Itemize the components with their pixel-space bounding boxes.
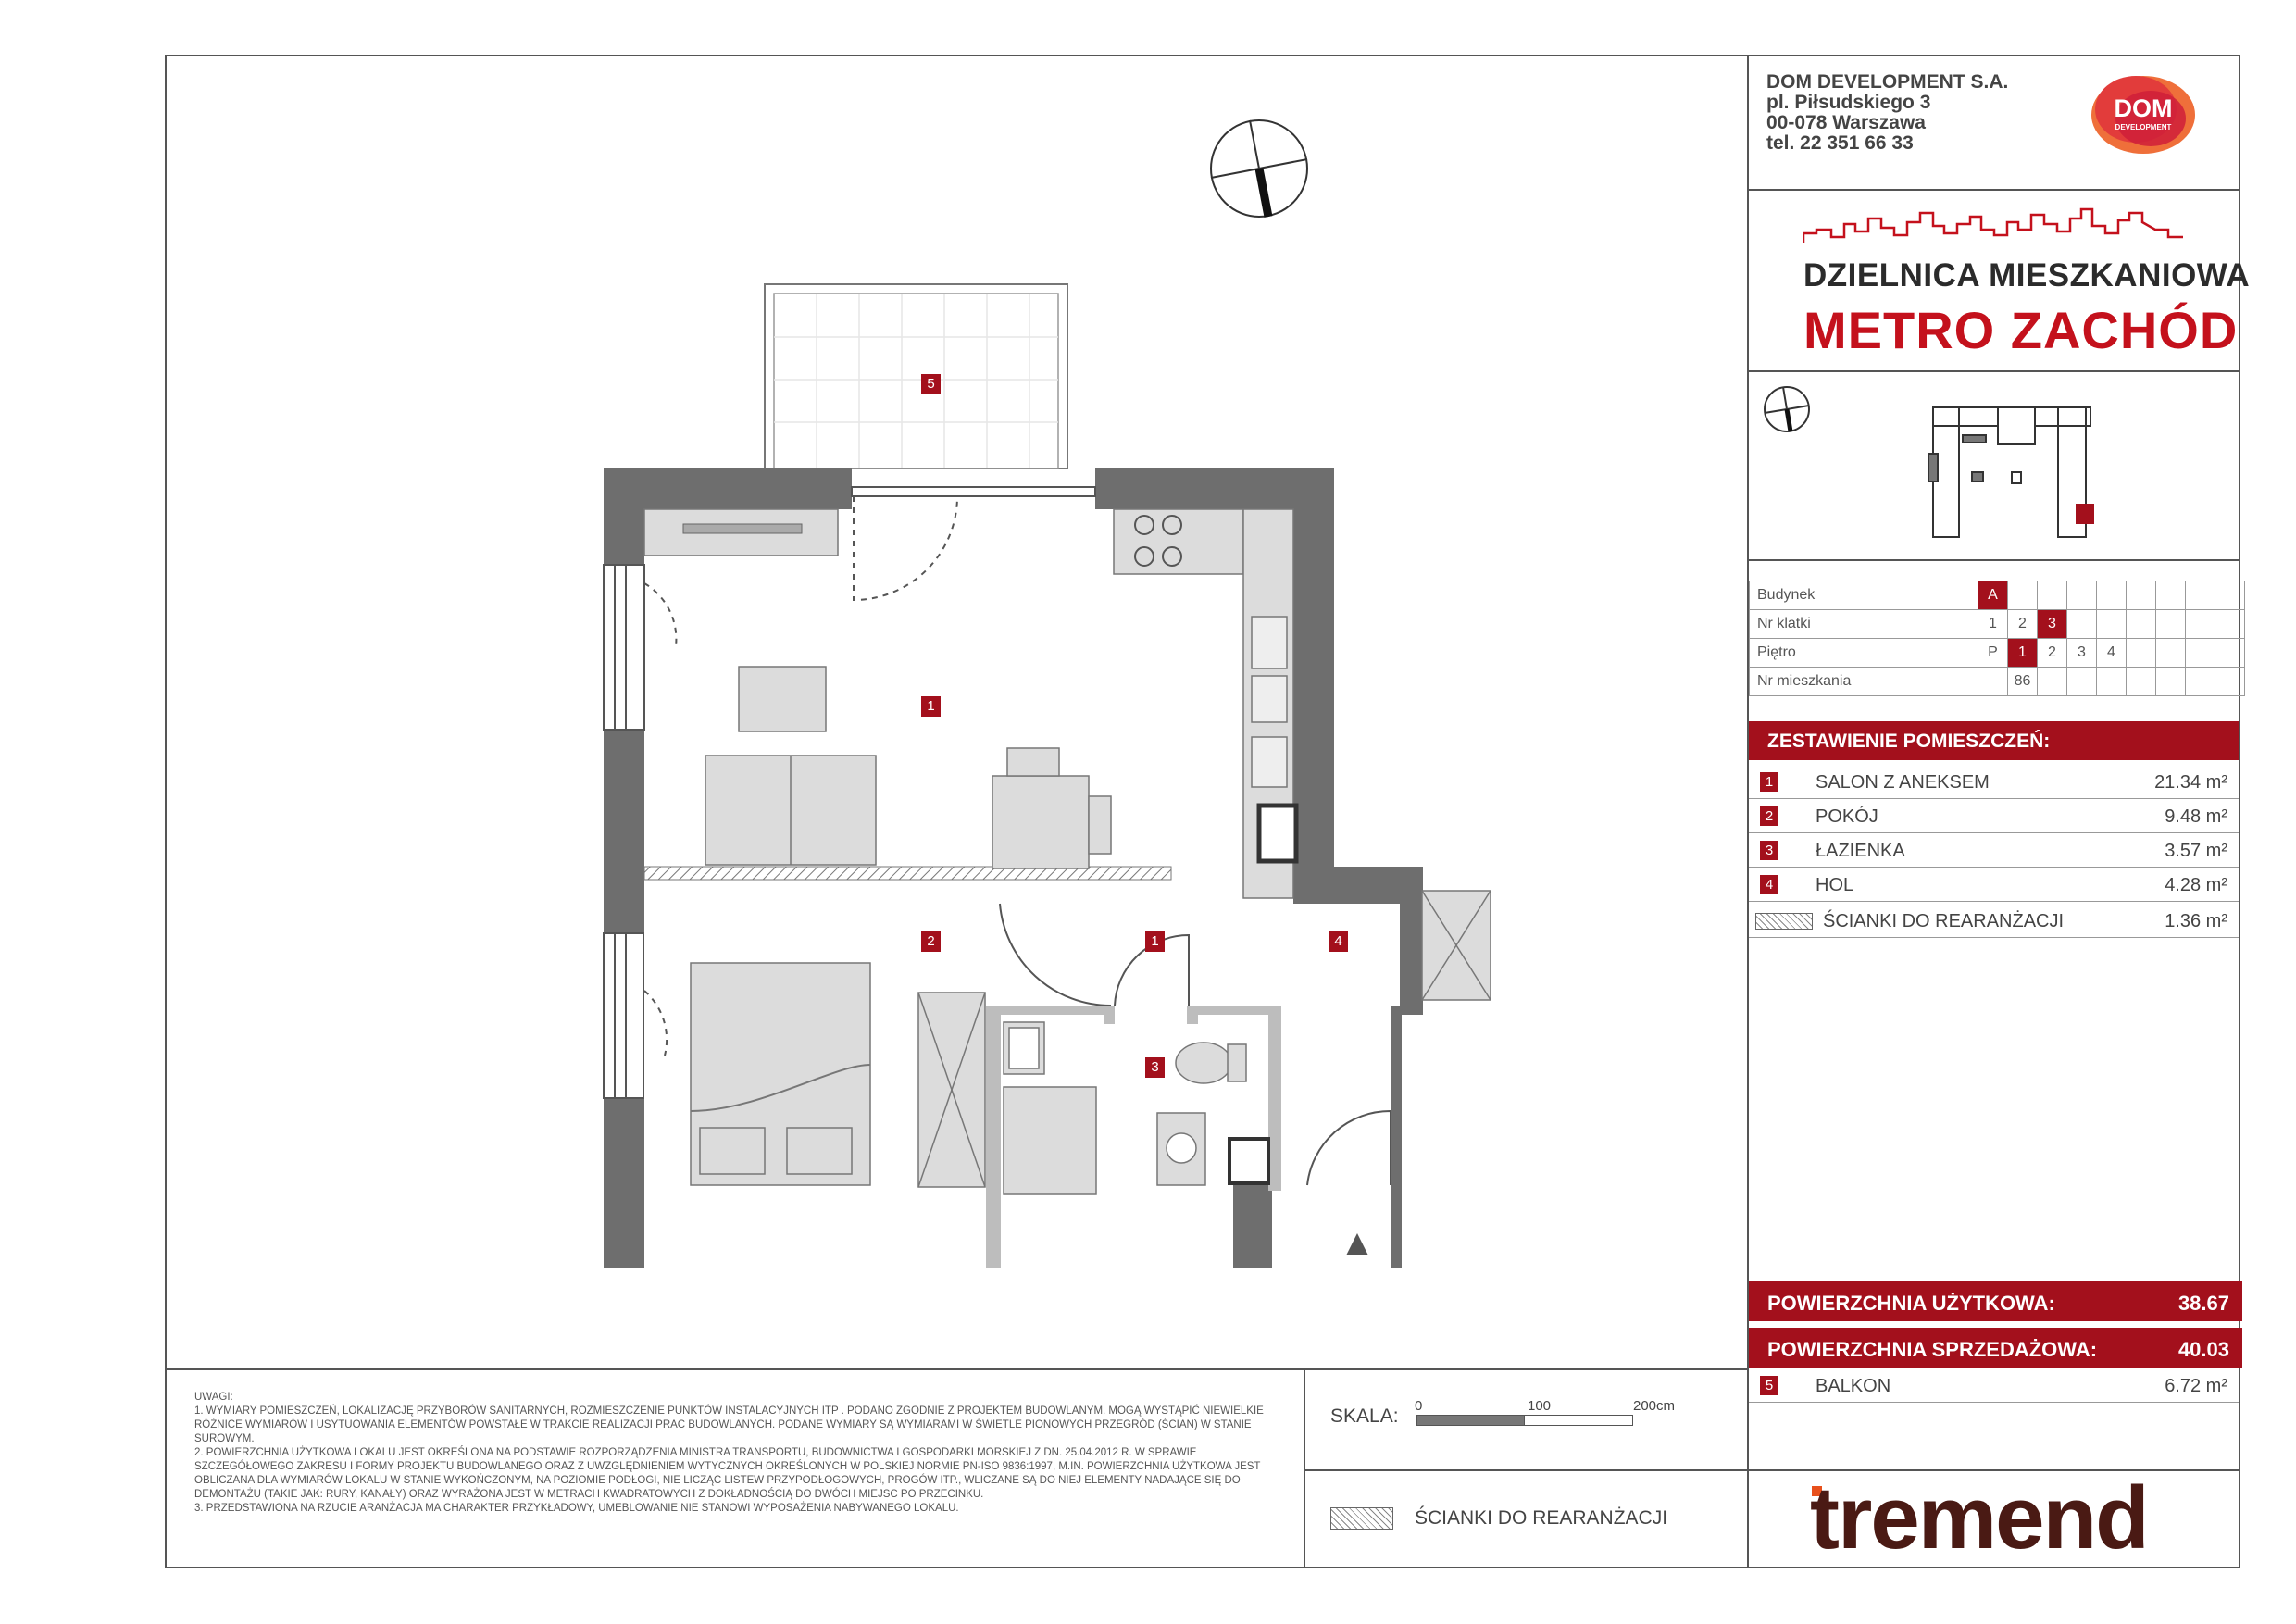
location-cell [2097, 610, 2127, 639]
company-address [1766, 72, 2008, 154]
room-num: 4 [1760, 875, 1778, 894]
note-3: 3. PRZEDSTAWIONA NA RZUCIE ARANŻACJA MA CHARAKTER PRZYKŁADOWY, UMEBLOWANIE NIE STANOWI WYPOSAŻENIA NABYWANEGO LOKALU. [194, 1503, 959, 1514]
location-cell [2097, 668, 2127, 696]
sale-area-bar [1749, 1328, 2242, 1368]
north-compass [1211, 120, 1307, 217]
company-name: DOM DEVELOPMENT S.A. [1766, 71, 2009, 93]
location-cell: 1 [1978, 610, 2008, 639]
partition-swatch [1755, 913, 1813, 930]
location-cell [2067, 581, 2097, 610]
location-cell [2097, 581, 2127, 610]
divider [1304, 1368, 1305, 1568]
room-area: 4.28 m² [2165, 875, 2227, 895]
logo-text-dom: DOM [2114, 94, 2173, 122]
balcony-num: 5 [1760, 1376, 1778, 1395]
dom-development-logo [2078, 67, 2208, 159]
partition-area: 1.36 m² [2165, 911, 2227, 931]
location-row [1750, 610, 2245, 639]
location-cell [2067, 668, 2097, 696]
usable-area-label: POWIERZCHNIA UŻYTKOWA: [1767, 1292, 2055, 1315]
plan-tag-balcony: 5 [921, 374, 941, 394]
scale-label: SKALA: [1330, 1405, 1399, 1427]
location-cell [2156, 668, 2186, 696]
location-row-label: Piętro [1750, 639, 1978, 668]
location-cell: 86 [2008, 668, 2038, 696]
room-row [1749, 833, 2239, 868]
building-outline [1928, 407, 2093, 537]
divider [1747, 189, 2240, 191]
scale-tick-100: 100 [1528, 1398, 1552, 1414]
location-cell [2215, 668, 2245, 696]
room-row [1749, 765, 2239, 799]
balcony-area: 6.72 m² [2165, 1376, 2227, 1396]
skyline-graphic [1803, 206, 2183, 250]
location-cell: 3 [2067, 639, 2097, 668]
sale-area-value: 40.03 [2177, 1338, 2229, 1361]
location-cell: 3 [2038, 610, 2067, 639]
divider [165, 1368, 1749, 1370]
scale-bar-empty [1524, 1415, 1633, 1426]
location-cell: 2 [2008, 610, 2038, 639]
summary-heading [1749, 721, 2239, 760]
air-vent [683, 524, 802, 533]
balcony-row [1749, 1368, 2239, 1403]
sale-area-label: POWIERZCHNIA SPRZEDAŻOWA: [1767, 1338, 2098, 1361]
location-cell [2127, 639, 2156, 668]
location-cell [2008, 581, 2038, 610]
floor-plan [555, 102, 1620, 1268]
bathroom-fixtures [1004, 1022, 1268, 1194]
room-salon [644, 509, 1293, 972]
room-area: 21.34 m² [2154, 772, 2227, 793]
tremend-logo: tremend [1810, 1468, 2148, 1568]
room-area: 9.48 m² [2165, 806, 2227, 827]
plan-tag-salon: 1 [921, 696, 941, 717]
project-name-line2: METRO ZACHÓD [1803, 301, 2239, 359]
location-cell [2215, 639, 2245, 668]
location-cell [2127, 581, 2156, 610]
room-num: 1 [1760, 772, 1778, 792]
logo-text-development: DEVELOPMENT [2115, 123, 2172, 131]
location-cell [2186, 639, 2215, 668]
notes-heading: UWAGI: [194, 1392, 233, 1403]
notes-block [194, 1391, 1287, 1516]
scale-tick-0: 0 [1415, 1398, 1423, 1414]
location-cell [2215, 610, 2245, 639]
room-name: POKÓJ [1816, 806, 1878, 827]
room-name: HOL [1816, 875, 1854, 895]
legend-label: ŚCIANKI DO REARANŻACJI [1415, 1507, 1668, 1529]
plan-tag-hol: 4 [1329, 931, 1348, 952]
summary-heading-text: ZESTAWIENIE POMIESZCZEŃ: [1767, 731, 2051, 752]
room-row [1749, 799, 2239, 833]
project-name-line1: DZIELNICA MIESZKANIOWA [1803, 257, 2251, 294]
location-cell [2215, 581, 2245, 610]
room-area: 3.57 m² [2165, 841, 2227, 861]
balcony [765, 284, 1067, 468]
room-num: 2 [1760, 806, 1778, 826]
location-cell: A [1978, 581, 2008, 610]
plan-tag-salon-2: 1 [1145, 931, 1165, 952]
location-cell [2067, 610, 2097, 639]
location-cell [2156, 581, 2186, 610]
location-cell [1978, 668, 2008, 696]
location-cell [2038, 581, 2067, 610]
location-cell [2186, 668, 2215, 696]
location-cell [2038, 668, 2067, 696]
partition-wall [644, 867, 1171, 880]
location-row-label: Nr klatki [1750, 610, 1978, 639]
location-cell [2156, 639, 2186, 668]
note-2: 2. POWIERZCHNIA UŻYTKOWA LOKALU JEST OKREŚLONA NA PODSTAWIE ROZPORZĄDZENIA MINISTRA TRANSPORTU, BUDOWNICTWA I GOSPODARKI MORSKIEJ Z DN. 25.04.2012 R. W SPRAWIE SZCZEGÓŁOWEGO ZAKRESU I FORMY PROJEKTU BUDOWLANEGO ORAZ Z UWZGLĘDNIENIEM WYTYCZNYCH OKREŚLONYCH W POLSKIEJ NORMIE PN-ISO 9836:1997, M.IN. POWIERZCHNIA UŻYTKOWA JEST OBLICZANA DLA WYMIARÓW LOKALU W STANIE WYKOŃCZONYM, NA POZIOMIE PODŁOGI, NIE LICZĄC LISTEW PRZYPODŁOGOWYCH, PROGÓW ITP., WLICZANE SĄ DO NIEJ ELEMENTY NADAJĄCE SIĘ DO DEMONTAŻU (TAKIE JAK: RURY, KANAŁY) ORAZ WYRAŻONA JEST W METRACH KWADRATOWYCH Z DOKŁADNOŚCIĄ DO DWÓCH MIEJSC PO PRZECINKU. [194, 1447, 1261, 1500]
scale-bar-filled [1416, 1415, 1526, 1426]
usable-area-value: 38.67 [2177, 1292, 2229, 1315]
legend-swatch [1330, 1507, 1393, 1530]
company-phone: tel. 22 351 66 33 [1766, 132, 1914, 154]
location-row [1750, 668, 2245, 696]
partition-row [1749, 904, 2239, 938]
location-row-label: Nr mieszkania [1750, 668, 1978, 696]
divider [1747, 559, 2240, 561]
room-name: SALON Z ANEKSEM [1816, 772, 1990, 793]
room-row [1749, 868, 2239, 902]
note-1: 1. WYMIARY POMIESZCZEŃ, LOKALIZACJĘ PRZYBORÓW SANITARNYCH, ROZMIESZCZENIE PUNKTÓW INSTALACYJNYCH ITP . PODANO ZGODNIE Z PROJEKTEM BUDOWLANYM. MOGĄ WYSTĄPIĆ NIEWIELKIE RÓŻNICE WYMIARÓW I USYTUOWANIA ELEMENTÓW POWSTAŁE W TRAKCIE REALIZACJI PRAC BUDOWLANYCH. PODANE WYMIARY SĄ WYMIARAMI W ŚWIETLE PIONOWYCH PRZEGRÓD (ŚCIAN) W STANIE SUROWYM. [194, 1405, 1264, 1444]
location-row [1750, 639, 2245, 668]
divider [1747, 370, 2240, 372]
location-table [1749, 581, 2245, 696]
key-plan-compass [1765, 387, 1809, 431]
company-city: 00-078 Warszawa [1766, 112, 1926, 133]
partition-name: ŚCIANKI DO REARANŻACJI [1823, 911, 2065, 931]
location-cell: P [1978, 639, 2008, 668]
key-plan [1757, 380, 2239, 556]
company-street: pl. Piłsudskiego 3 [1766, 92, 1931, 113]
room-num: 3 [1760, 841, 1778, 860]
plan-tag-pokoj: 2 [921, 931, 941, 952]
location-cell: 1 [2008, 639, 2038, 668]
location-cell: 2 [2038, 639, 2067, 668]
location-row-label: Budynek [1750, 581, 1978, 610]
room-name: ŁAZIENKA [1816, 841, 1905, 861]
location-cell [2127, 668, 2156, 696]
entrance-arrow [1346, 1233, 1368, 1255]
location-cell [2186, 581, 2215, 610]
location-row [1750, 581, 2245, 610]
scale-tick-200: 200cm [1633, 1398, 1676, 1414]
usable-area-bar [1749, 1281, 2242, 1321]
location-cell [2156, 610, 2186, 639]
balcony-name: BALKON [1816, 1376, 1891, 1396]
location-cell: 4 [2097, 639, 2127, 668]
location-cell [2186, 610, 2215, 639]
plan-tag-lazienka: 3 [1145, 1057, 1165, 1078]
location-cell [2127, 610, 2156, 639]
